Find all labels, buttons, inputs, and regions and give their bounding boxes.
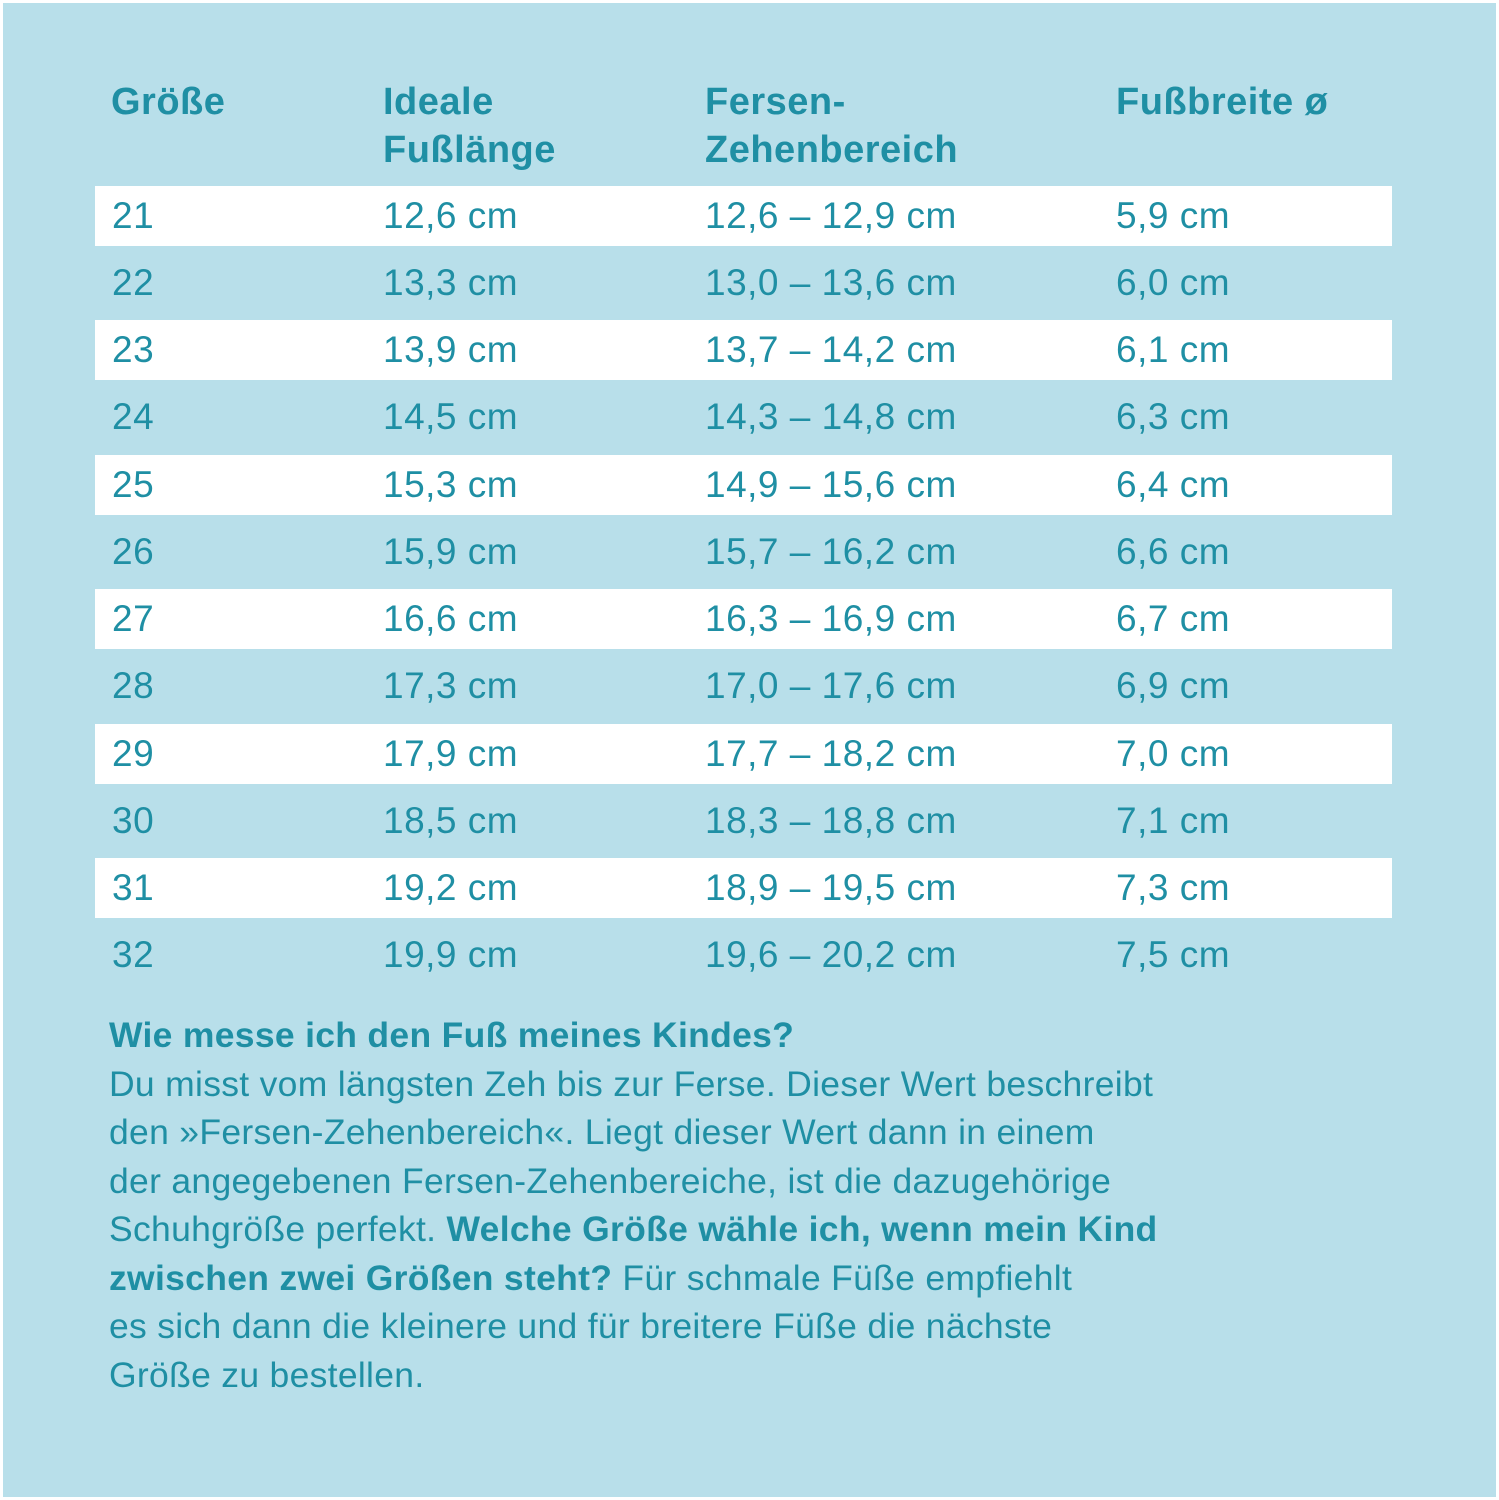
table-row (95, 858, 1392, 918)
cell-heel-toe-range: 15,7 – 16,2 cm (705, 531, 957, 572)
info-text: Für schmale Füße empfiehlt (612, 1257, 1073, 1298)
cell-size: 30 (112, 800, 155, 841)
table-row (95, 589, 1392, 649)
cell-width: 6,9 cm (1116, 665, 1231, 706)
measuring-info (109, 1011, 1409, 1399)
info-text: Schuhgröße perfekt. (109, 1209, 447, 1249)
info-line (109, 1205, 1409, 1254)
cell-heel-toe-range: 17,0 – 17,6 cm (705, 665, 957, 706)
header-width (1116, 78, 1328, 126)
header-heel-line1: Fersen- (705, 81, 846, 123)
cell-size: 26 (112, 531, 155, 572)
info-heading-text: Wie messe ich den Fuß meines Kindes? (109, 1015, 795, 1055)
cell-size: 28 (112, 665, 155, 706)
cell-ideal-length: 19,9 cm (383, 934, 519, 975)
info-line: Größe zu bestellen. (109, 1354, 425, 1395)
cell-size: 27 (112, 598, 155, 639)
cell-heel-toe-range: 19,6 – 20,2 cm (705, 934, 957, 975)
cell-heel-toe-range: 13,7 – 14,2 cm (705, 329, 957, 370)
table-row (95, 791, 1392, 851)
cell-width: 6,6 cm (1116, 531, 1231, 572)
cell-width: 6,7 cm (1116, 598, 1231, 639)
cell-width: 7,0 cm (1116, 733, 1231, 774)
cell-width: 5,9 cm (1116, 195, 1231, 236)
header-size (111, 78, 225, 126)
table-row (95, 387, 1392, 447)
info-line: es sich dann die kleinere und für breitere Füße die nächste (109, 1306, 1053, 1346)
cell-width: 6,3 cm (1116, 396, 1231, 437)
info-line (109, 1254, 1409, 1303)
cell-width: 6,1 cm (1116, 329, 1231, 370)
cell-ideal-length: 15,3 cm (383, 464, 519, 505)
header-ideal-line2: Fußlänge (383, 129, 556, 171)
cell-ideal-length: 15,9 cm (383, 531, 519, 572)
cell-heel-toe-range: 13,0 – 13,6 cm (705, 262, 957, 303)
cell-size: 29 (112, 733, 155, 774)
cell-size: 22 (112, 262, 155, 303)
table-row (95, 656, 1392, 716)
cell-heel-toe-range: 14,3 – 14,8 cm (705, 396, 957, 437)
cell-ideal-length: 18,5 cm (383, 800, 519, 841)
cell-ideal-length: 13,3 cm (383, 262, 519, 303)
header-ideal-length (383, 78, 556, 174)
cell-ideal-length: 14,5 cm (383, 396, 519, 437)
cell-ideal-length: 17,3 cm (383, 665, 519, 706)
info-line: der angegebenen Fersen-Zehenbereiche, ist die dazugehörige (109, 1160, 1112, 1201)
cell-width: 7,3 cm (1116, 867, 1231, 908)
cell-ideal-length: 19,2 cm (383, 867, 519, 908)
info-line: Du misst vom längsten Zeh bis zur Ferse. Dieser Wert beschreibt (109, 1063, 1154, 1104)
info-heading (109, 1011, 1409, 1060)
cell-heel-toe-range: 14,9 – 15,6 cm (705, 464, 957, 505)
cell-ideal-length: 13,9 cm (383, 329, 519, 370)
header-size-line1: Größe (111, 81, 226, 123)
table-row (95, 455, 1392, 515)
cell-heel-toe-range: 16,3 – 16,9 cm (705, 598, 957, 639)
cell-heel-toe-range: 17,7 – 18,2 cm (705, 733, 957, 774)
header-heel-toe (705, 78, 958, 174)
header-heel-line2: Zehenbereich (705, 129, 959, 171)
cell-size: 25 (112, 464, 155, 505)
table-row (95, 253, 1392, 313)
cell-ideal-length: 12,6 cm (383, 195, 519, 236)
cell-ideal-length: 17,9 cm (383, 733, 519, 774)
cell-heel-toe-range: 18,3 – 18,8 cm (705, 800, 957, 841)
table-row (95, 925, 1392, 985)
size-chart-panel (3, 3, 1496, 1497)
info-question: Welche Größe wähle ich, wenn mein Kind (446, 1209, 1158, 1249)
cell-width: 6,0 cm (1116, 262, 1231, 303)
header-ideal-line1: Ideale (383, 81, 494, 123)
cell-width: 7,5 cm (1116, 934, 1231, 975)
cell-heel-toe-range: 18,9 – 19,5 cm (705, 867, 957, 908)
cell-size: 21 (112, 195, 155, 236)
table-row (95, 186, 1392, 246)
cell-width: 7,1 cm (1116, 800, 1231, 841)
info-question: zwischen zwei Größen steht? (109, 1257, 613, 1298)
header-width-line1: Fußbreite ø (1116, 81, 1329, 123)
cell-size: 31 (112, 867, 155, 908)
cell-heel-toe-range: 12,6 – 12,9 cm (705, 195, 957, 236)
table-header (3, 3, 1496, 188)
table-row (95, 724, 1392, 784)
table-row (95, 522, 1392, 582)
cell-size: 32 (112, 934, 155, 975)
cell-size: 23 (112, 329, 155, 370)
cell-size: 24 (112, 396, 155, 437)
table-row (95, 320, 1392, 380)
info-line: den »Fersen-Zehenbereich«. Liegt dieser Wert dann in einem (109, 1112, 1095, 1152)
cell-ideal-length: 16,6 cm (383, 598, 519, 639)
cell-width: 6,4 cm (1116, 464, 1231, 505)
